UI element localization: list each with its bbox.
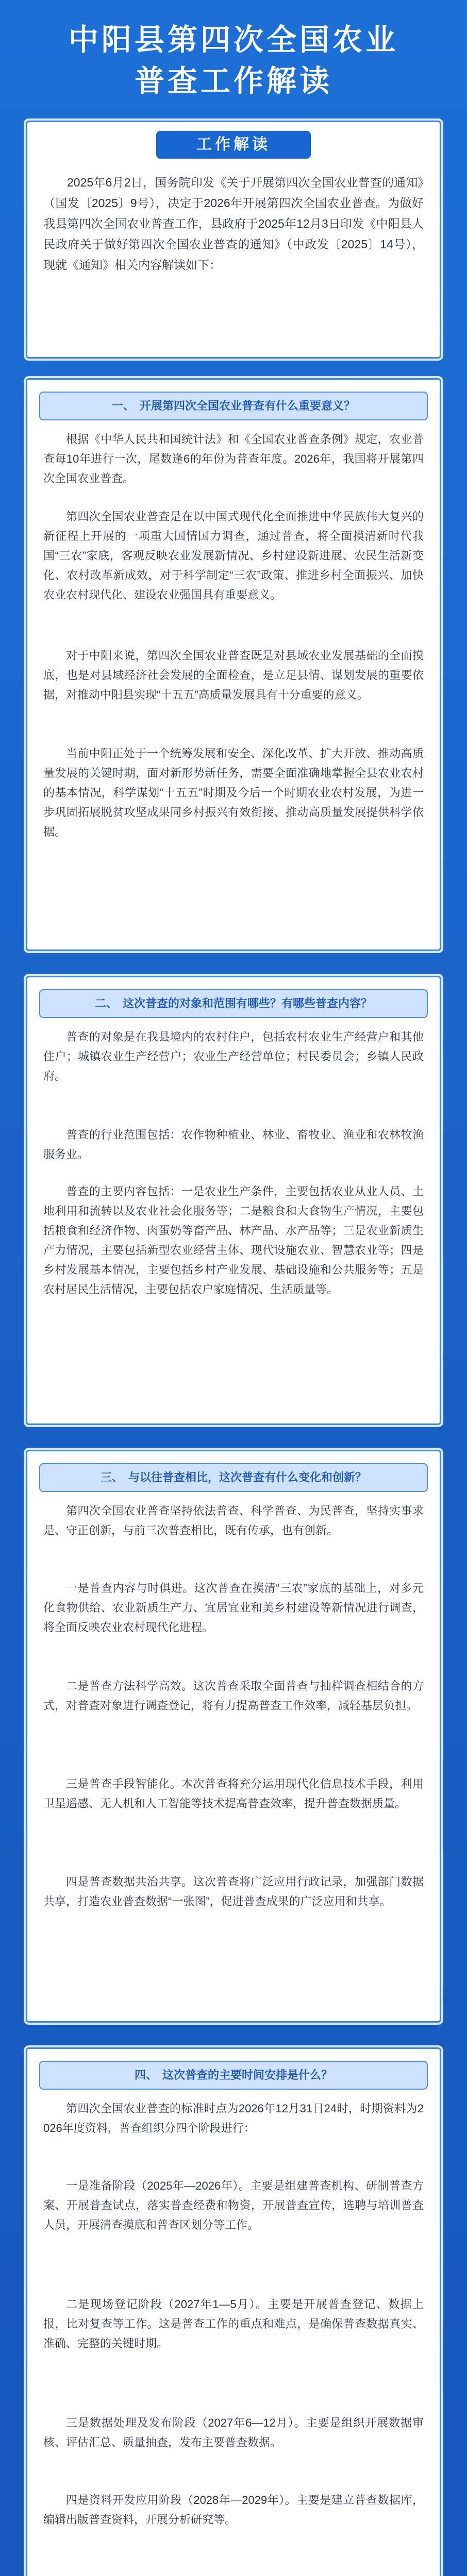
intro-header: 工作解读 (156, 131, 311, 159)
section-1-paragraph: 对于中阳来说，第四次全国农业普查既是对县域农业发展基础的全面摸底，也是对县域经济社会发展的全面检查，是立足县情、谋划发展的重要依据，对推动中阳县实现“十五五”高质量发展具有十分重要的意义。 (43, 649, 424, 701)
section-1-number: 一、 (111, 399, 135, 412)
intro-paragraph: 2025年6月2日，国务院印发《关于开展第四次全国农业普查的通知》（国发〔2025〕9号），决定于2026年开展第四次全国农业普查。为做好我县第四次全国农业普查工作，县政府于2025年12月3日印发《中阳县人民政府关于做好第四次全国农业普查的通知》（中政发〔2025〕14号），现就《通知》相关内容解读如下： (43, 176, 424, 272)
section-4 (24, 2045, 443, 2576)
section-3 (24, 1448, 443, 2025)
section-1-question-bar (39, 392, 428, 420)
section-4-question-bar (39, 2061, 428, 2090)
section-3-paragraph: 第四次全国农业普查坚持依法普查、科学普查、为民普查，坚持实事求是、守正创新，与前三次普查相比，既有传承，也有创新。 (43, 1504, 424, 1537)
section-3-paragraph: 四是普查数据共治共享。这次普查将广泛应用行政记录，加强部门数据共享，打造农业普查数据“一张图”，促进普查成果的广泛应用和共享。 (43, 1875, 424, 1908)
section-2-question-bar (39, 989, 428, 1018)
section-1-paragraph: 根据《中华人民共和国统计法》和《全国农业普查条例》规定，农业普查每10年进行一次，尾数逢6的年份为普查年度。2026年，我国将开展第四次全国农业普查。 (43, 433, 424, 485)
section-3-number: 三、 (100, 1471, 123, 1484)
section-4-number: 四、 (134, 2069, 157, 2081)
section-4-paragraph: 三是数据处理及发布阶段（2027年6—12月）。主要是组织开展数据审核、评估汇总、质量抽查，发布主要普查数据。 (43, 2416, 424, 2449)
intro-box (24, 118, 443, 361)
section-2-question: 这次普查的对象和范围有哪些？有哪些普查内容？ (123, 997, 373, 1010)
section-3-paragraph: 一是普查内容与时俱进。这次普查在摸清“三农”家底的基础上，对多元化食物供给、农业新质生产力、宜居宜业和美乡村建设等新情况进行调查，将全面反映农业农村现代化进程。 (43, 1582, 424, 1634)
section-3-question: 与以往普查相比，这次普查有什么变化和创新？ (128, 1471, 367, 1484)
page-title (0, 0, 467, 102)
section-2-paragraph: 普查的主要内容包括：一是农业生产条件，主要包括农业从业人员、土地利用和流转以及农业社会化服务等；二是粮食和大食物生产情况，主要包括粮食和经济作物、肉蛋奶等畜产品、林产品、水产品等；三是农业新质生产力情况，主要包括新型农业经营主体、现代设施农业、智慧农业等；四是乡村发展基本情况，主要包括乡村产业发展、基础设施和公共服务等；五是农村居民生活情况，主要包括农户家庭情况、生活质量等。 (43, 1185, 424, 1296)
section-2-paragraph: 普查的行业范围包括：农作物种植业、林业、畜牧业、渔业和农林牧渔服务业。 (43, 1128, 424, 1161)
title-line-1: 中阳县第四次全国农业 (68, 23, 398, 57)
section-4-paragraph: 一是准备阶段（2025年—2026年）。主要是组建普查机构、研制普查方案、开展普查试点，落实普查经费和物资，开展普查宣传，选聘与培训普查人员，开展清查摸底和普查区划分等工作。 (43, 2179, 424, 2231)
section-3-question-bar (39, 1463, 428, 1492)
section-4-paragraph: 四是资料开发应用阶段（2028年—2029年）。主要是建立普查数据库，编辑出版普查资料，开展分析研究等。 (43, 2494, 424, 2526)
title-line-2: 普查工作解读 (134, 64, 332, 98)
section-4-paragraph: 二是现场登记阶段（2027年1—5月）。主要是开展普查登记、数据上报，比对复查等工作。这是普查工作的重点和难点，是确保普查数据真实、准确、完整的关键时期。 (43, 2298, 424, 2350)
section-1-paragraph: 第四次全国农业普查是在以中国式现代化全面推进中华民族伟大复兴的新征程上开展的一项重大国情国力调查，通过普查，将全面摸清新时代我国“三农”家底，客观反映农业发展新情况、乡村建设新进展、农民生活新变化、农村改革新成效，对于科学制定“三农”政策、推进乡村全面振兴、加快农业农村现代化、建设农业强国具有重要意义。 (43, 510, 424, 601)
section-2-paragraph: 普查的对象是在我县境内的农村住户，包括农村农业生产经营户和其他住户；城镇农业生产经营户；农业生产经营单位；村民委员会；乡镇人民政府。 (43, 1030, 424, 1082)
section-2-number: 二、 (94, 997, 118, 1010)
section-2 (24, 974, 443, 1427)
section-1-paragraph: 当前中阳正处于一个统筹发展和安全、深化改革、扩大开放、推动高质量发展的关键时期，面对新形势新任务，需要全面准确地掌握全县农业农村的基本情况，科学谋划“十五五”时期及今后一个时期农业农村发展，为进一步巩固拓展脱贫攻坚成果同乡村振兴有效衔接、推动高质量发展提供科学依据。 (43, 747, 424, 838)
section-3-paragraph: 三是普查手段智能化。本次普查将充分运用现代化信息技术手段，利用卫星遥感、无人机和人工智能等技术提高普查效率，提升普查数据质量。 (43, 1777, 424, 1810)
section-4-paragraph: 第四次全国农业普查的标准时点为2026年12月31日24时，时期资料为2026年度资料，普查组织分四个阶段进行： (43, 2102, 424, 2134)
section-1-question: 开展第四次全国农业普查有什么重要意义？ (140, 399, 356, 412)
section-3-paragraph: 二是普查方法科学高效。这次普查采取全面普查与抽样调查相结合的方式，对普查对象进行调查登记，将有力提高普查工作效率，减轻基层负担。 (43, 1680, 424, 1712)
section-4-question: 这次普查的主要时间安排是什么？ (162, 2069, 333, 2081)
section-1 (24, 376, 443, 953)
